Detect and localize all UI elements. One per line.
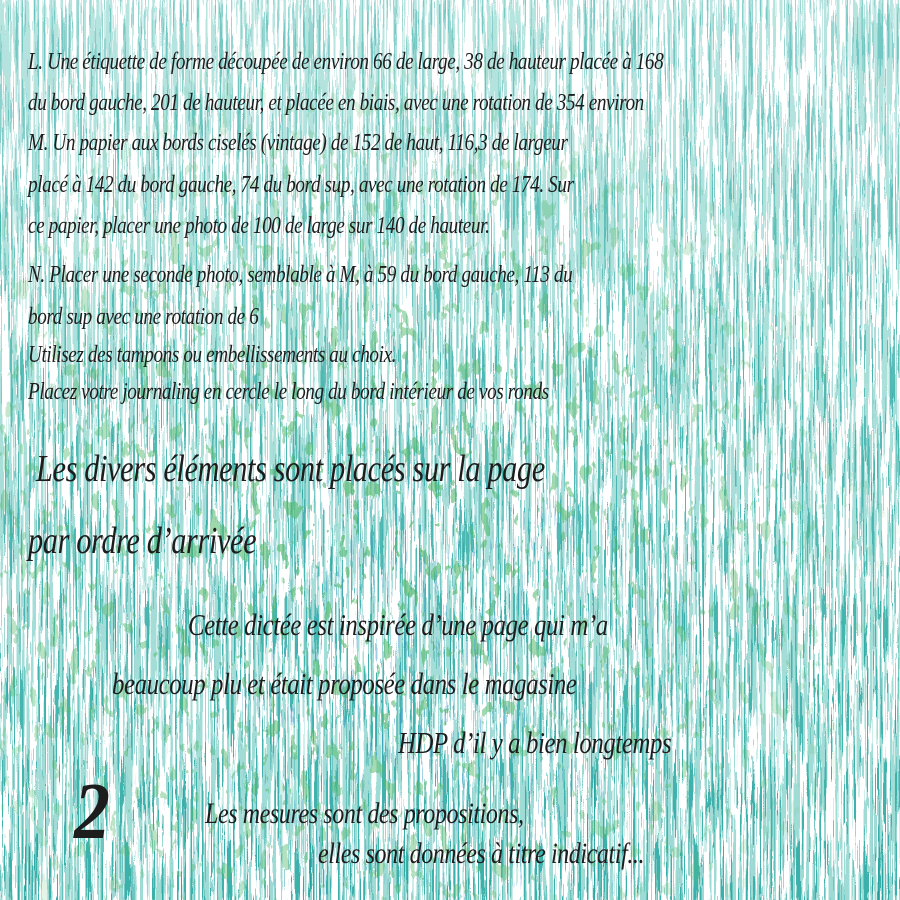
inspiration-line3: HDP d’il y a bien longtemps — [398, 725, 672, 760]
instruction-l-line1: L. Une étiquette de forme découpée de environ 66 de large, 38 de hauteur placée à 168 — [28, 49, 664, 75]
instruction-m-line3: ce papier, placer une photo de 100 de large sur 140 de hauteur. — [28, 213, 490, 239]
instruction-m-line2: placé à 142 du bord gauche, 74 du bord sup, avec une rotation de 174. Sur — [28, 172, 574, 198]
inspiration-line2: beaucoup plu et était proposée dans le magasine — [112, 666, 577, 701]
disclaimer-line2: elles sont données à titre indicatif... — [318, 837, 645, 870]
disclaimer-line1: Les mesures sont des propositions, — [205, 797, 524, 830]
instruction-l-line2: du bord gauche, 201 de hauteur, et placée en biais, avec une rotation de 354 environ — [28, 90, 644, 116]
page-number: 2 — [74, 768, 110, 856]
headline-line2: par ordre d’arrivée — [28, 520, 257, 562]
instruction-n-line2: bord sup avec une rotation de 6 — [28, 304, 259, 330]
tip-journaling: Placez votre journaling en cercle le long du bord intérieur de vos ronds — [28, 379, 549, 405]
instruction-n-line1: N. Placer une seconde photo, semblable à M, à 59 du bord gauche, 113 du — [28, 262, 573, 288]
headline-line1: Les divers éléments sont placés sur la page — [36, 448, 545, 490]
instruction-m-line1: M. Un papier aux bords ciselés (vintage) de 152 de haut, 116,3 de largeur — [28, 130, 568, 156]
inspiration-line1: Cette dictée est inspirée d’une page qui m’a — [188, 607, 608, 642]
tip-stamps: Utilisez des tampons ou embellissements au choix. — [28, 342, 397, 368]
